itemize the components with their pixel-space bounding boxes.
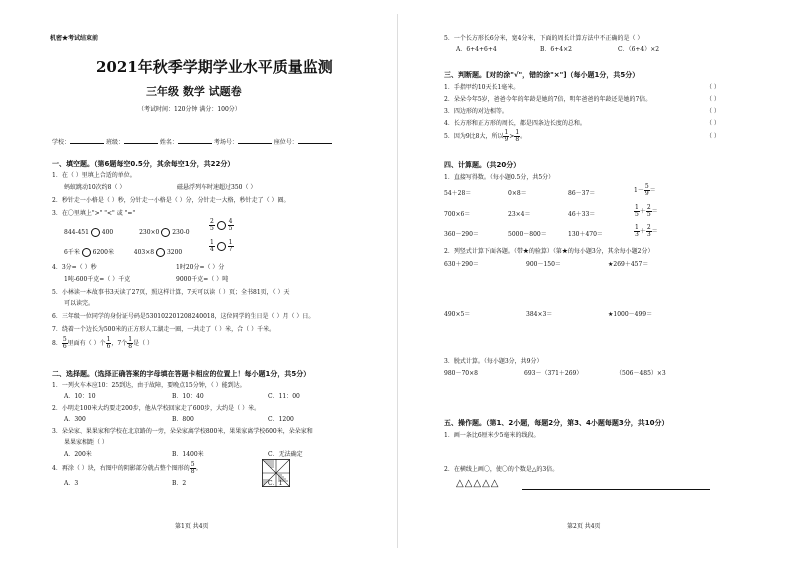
cmp-left-3: 6千米: [64, 249, 80, 256]
judge-mark[interactable]: （ ）: [706, 96, 720, 103]
frac-num: 1: [515, 129, 520, 136]
fill-q4-d: 9000千克=（ ）吨: [176, 276, 229, 283]
frac-num: 1: [504, 129, 509, 136]
secret-label: 机密★考试结束前: [50, 35, 99, 42]
vertical-2-1: 490×5＝: [444, 311, 471, 318]
oral-2-3: 46＋33＝: [568, 211, 596, 218]
frac-den: 3: [635, 231, 639, 238]
fill-q1: 1．在（ ）里填上合适的单位。: [52, 172, 136, 179]
c4-text: 4．再涂（ ）块，右图中的阴影部分就占整个图形的: [52, 465, 190, 472]
frac-eq: ＝: [651, 228, 658, 235]
frac-num: 1: [210, 239, 214, 246]
fill-q5: 5．小林读一本故事书3天读了27页，照这样计算，7天可以读（ ）页；全书81页，（ ）天: [52, 289, 290, 296]
choice-q1: 1．一列火车本应10：25到达，由于故障，要晚点15分钟，（ ）能到达。: [52, 382, 246, 389]
cmp-left-1: 844-451: [64, 229, 89, 236]
cmp-left-2: 230×0: [139, 229, 160, 236]
fill-q4-c: 1吨-600千克=（ ）千克: [64, 276, 131, 283]
class-blank[interactable]: [124, 137, 158, 144]
info-fields: [52, 137, 332, 146]
frac-den: 5: [635, 211, 639, 218]
frac-eq: ＝: [649, 187, 656, 194]
vertical-2-2: 384×3＝: [526, 311, 553, 318]
choice-q2-b[interactable]: B．800: [172, 416, 194, 423]
oral-2-2: 23×4＝: [508, 211, 531, 218]
frac-den: 9: [644, 190, 649, 197]
frac-num: 1: [128, 336, 133, 343]
j5-end: 。: [520, 133, 527, 140]
mixed-1: 980－70×8: [444, 370, 478, 377]
room-label: 考场号：: [213, 139, 238, 146]
cmp-right-1: 400: [101, 229, 114, 236]
fill-q8: [52, 337, 153, 350]
frac-den: 5: [646, 211, 651, 218]
cmp-left-4: 403×8: [133, 249, 155, 256]
frac-op: ＋: [639, 228, 646, 235]
name-blank[interactable]: [178, 137, 212, 144]
oral-3-3: 130＋470＝: [568, 231, 603, 238]
frac-num: 2: [646, 204, 651, 211]
frac-den: 9: [504, 136, 509, 143]
judge-q4: 4．长方形和正方形的周长，都是四条边长度的总和。: [444, 120, 586, 127]
q8-suffix: 是（ ）: [133, 340, 153, 347]
frac-den: 7: [228, 246, 233, 253]
frac-den: 6: [62, 343, 67, 350]
seat-blank[interactable]: [298, 137, 332, 144]
frac-num: 1: [635, 224, 639, 231]
judge-mark[interactable]: （ ）: [706, 133, 720, 140]
seat-label: 座位号：: [273, 139, 298, 146]
vertical-1-3: ★269＋457＝: [608, 261, 649, 268]
page-title: 2021年秋季学期学业水平质量监测: [96, 58, 333, 76]
vertical-2-3: ★1000－499＝: [608, 311, 653, 318]
school-blank[interactable]: [70, 137, 104, 144]
frac-num: 1: [106, 336, 111, 343]
q8-prefix: 8．: [52, 340, 62, 347]
fill-q1-b: 磁悬浮列车时速超过350（ ）: [177, 184, 257, 191]
frac-den: 4: [210, 246, 214, 253]
frac-op: ＋: [639, 208, 646, 215]
mixed-3: （506－485）×3: [616, 370, 666, 377]
choice-q3-c[interactable]: C．无法确定: [268, 451, 303, 458]
choice-q3-a[interactable]: A．200米: [64, 451, 92, 458]
choice-q3: 3．朵朵家、果果家和学校在北京路的一旁，朵朵家离学校800米，果果家离学校600米，朵朵家和: [52, 428, 313, 435]
page-subtitle: 三年级 数学 试题卷: [146, 85, 242, 98]
frac-den: 3: [646, 231, 651, 238]
calc-q3: 3．脱式计算。（每小题3分，共9分）: [444, 358, 543, 365]
cmp-right-4: 3200: [166, 249, 183, 256]
compare-circle[interactable]: [217, 242, 226, 251]
frac-num: 5: [190, 461, 195, 468]
class-label: 班级：: [105, 139, 124, 146]
choice-q5-a[interactable]: A．6+4+6+4: [456, 46, 497, 53]
compare-row2: [64, 248, 182, 257]
name-label: 姓名：: [159, 139, 178, 146]
page-number-2: 第2页 共4页: [567, 523, 601, 530]
compare-frac-1: [209, 219, 234, 232]
q8-mid2: ，7个: [111, 340, 128, 347]
c4-end: 。: [195, 465, 202, 472]
judge-q1: 1．手指甲约10天长1毫米。: [444, 84, 520, 91]
oral-1-2: 0×8＝: [508, 190, 527, 197]
compare-circle[interactable]: [91, 228, 100, 237]
oral-frac-2: [634, 205, 658, 218]
choice-q4: [52, 462, 202, 475]
choice-q3-b: 果果家相距（ ）: [64, 439, 108, 446]
oral-3-1: 360－290＝: [444, 231, 479, 238]
choice-q1-a[interactable]: A．10：10: [64, 393, 96, 400]
frac-den: 5: [210, 225, 214, 232]
mixed-2: 693－（371＋269）: [524, 370, 583, 377]
fill-q4: 4．3分=（ ）秒: [52, 264, 97, 271]
fill-q2: 2．秒针走一小格是（ ）秒，分针走一小格是（ ）分，分针走一大格，秒针走了（ ）圈。: [52, 197, 290, 204]
oral-2-1: 700×6＝: [444, 211, 471, 218]
frac-num: 1: [228, 239, 233, 246]
vertical-1-1: 630＋290＝: [444, 261, 479, 268]
choice-q1-b[interactable]: B．10：40: [172, 393, 204, 400]
judge-mark[interactable]: （ ）: [706, 108, 720, 115]
fill-q1-a: 蚂蚁跳动10次约8（ ）: [64, 184, 126, 191]
section1-title: 一、填空题。（第6题每空0.5分，其余每空1分，共22分）: [52, 160, 235, 168]
cmp-right-3: 6200米: [92, 249, 114, 256]
choice-q5: 5．一个长方形长6分米，宽4分米，下面的周长计算方法中不正确的是（ ）: [444, 35, 644, 42]
page-number-1: 第1页 共4页: [175, 523, 209, 530]
frac-num: 2: [646, 224, 651, 231]
calc-q1: 1．直接写得数。（每小题0.5分，共5分）: [444, 174, 555, 181]
frac-den: 6: [106, 343, 111, 350]
vertical-1-2: 900－150＝: [526, 261, 561, 268]
compare-row1: [64, 228, 190, 237]
oral-1-1: 54＋28＝: [444, 190, 472, 197]
oral-1-3: 86－37＝: [568, 190, 596, 197]
compare-circle[interactable]: [217, 221, 226, 230]
choice-q4-c[interactable]: C．1: [268, 480, 283, 487]
frac-op: 1－: [634, 187, 644, 194]
choice-q1-c[interactable]: C．11：00: [268, 393, 300, 400]
section2-title: 二、选择题。（选择正确答案的字母填在答题卡相应的位置上！每小题1分，共5分）: [52, 370, 311, 378]
choice-q5-c[interactable]: C．（6+4）×2: [618, 46, 660, 53]
q8-mid: 里面有（ ）个: [67, 340, 106, 347]
oral-frac-3: [634, 225, 658, 238]
operate-q2: 2．在横线上画〇，使〇的个数是△的3倍。: [444, 466, 559, 473]
choice-q3-b-opt[interactable]: B．1400米: [172, 451, 204, 458]
shaded-square-figure: [262, 459, 290, 487]
frac-num: 4: [228, 218, 233, 225]
frac-num: 5: [62, 336, 67, 343]
j5-op: >: [509, 133, 515, 140]
frac-den: 8: [190, 468, 195, 475]
judge-q3: 3．四边形的对边相等。: [444, 108, 508, 115]
room-blank[interactable]: [238, 137, 272, 144]
judge-mark[interactable]: （ ）: [706, 84, 720, 91]
compare-circle[interactable]: [82, 248, 91, 257]
choice-q4-a[interactable]: A．3: [64, 480, 79, 487]
page-divider: [397, 14, 398, 548]
compare-circle[interactable]: [161, 228, 170, 237]
frac-num: 2: [210, 218, 214, 225]
fill-q4-b: 1时20分=（ ）分: [176, 264, 225, 271]
compare-circle[interactable]: [156, 248, 165, 257]
operate-q1: 1．画一条比6厘米少5毫米的线段。: [444, 432, 540, 439]
cmp-right-2: 230-0: [172, 229, 190, 236]
frac-den: 8: [128, 343, 133, 350]
frac-eq: ＝: [651, 208, 658, 215]
fill-q6: 6．三年级一位同学的身份证号码是530102201208240018，这位同学的生日是（ ）月（ ）日。: [52, 313, 315, 320]
choice-q4-b[interactable]: B．2: [172, 480, 187, 487]
compare-frac-2: [209, 240, 234, 253]
choice-q2: 2．小明走100米大约要走200步，他从学校回家走了600步，大约是（ ）米。: [52, 405, 261, 412]
judge-q5: [444, 130, 526, 143]
choice-q2-a[interactable]: A．300: [64, 416, 86, 423]
oral-frac-1: [634, 184, 656, 197]
choice-q5-b[interactable]: B．6+4×2: [540, 46, 572, 53]
school-label: 学校：: [52, 139, 71, 146]
exam-time-info: （考试时间：120分钟 满分：100分）: [138, 106, 241, 113]
oral-3-2: 5000－800＝: [508, 231, 547, 238]
fill-q3: 3．在〇里填上">" "<" 或 "=": [52, 210, 136, 217]
j5-text: 5．因为9比8大，所以: [444, 133, 504, 140]
choice-q2-c[interactable]: C．1200: [268, 416, 294, 423]
section4-title: 四、计算题。（共20分）: [444, 161, 521, 169]
calc-q2: 2．列竖式计算下面各题。（带★的验算）（第★的每小题3分，其余每小题2分）: [444, 248, 654, 255]
judge-q2: 2．朵朵今年5岁，爸爸今年的年龄是她的7倍，明年爸爸的年龄还是她的7倍。: [444, 96, 652, 103]
frac-den: 8: [515, 136, 520, 143]
frac-num: 5: [644, 183, 649, 190]
frac-den: 5: [228, 225, 233, 232]
section5-title: 五、操作题。（第1、2小题，每题2分，第3、4小题每题3分，共10分）: [444, 419, 669, 427]
draw-line[interactable]: [522, 489, 710, 490]
frac-num: 1: [635, 204, 639, 211]
fill-q7: 7．绕着一个边长为500米的正方形人工湖走一圈，一共走了（ ）米，合（ ）千米。: [52, 326, 276, 333]
fill-q5-b: 可以读完。: [64, 300, 95, 307]
judge-mark[interactable]: （ ）: [706, 120, 720, 127]
section3-title: 三、判断题。[对的涂"√"，错的涂"×"]（每小题1分，共5分）: [444, 71, 640, 79]
triangles-row: △△△△△: [456, 478, 500, 489]
